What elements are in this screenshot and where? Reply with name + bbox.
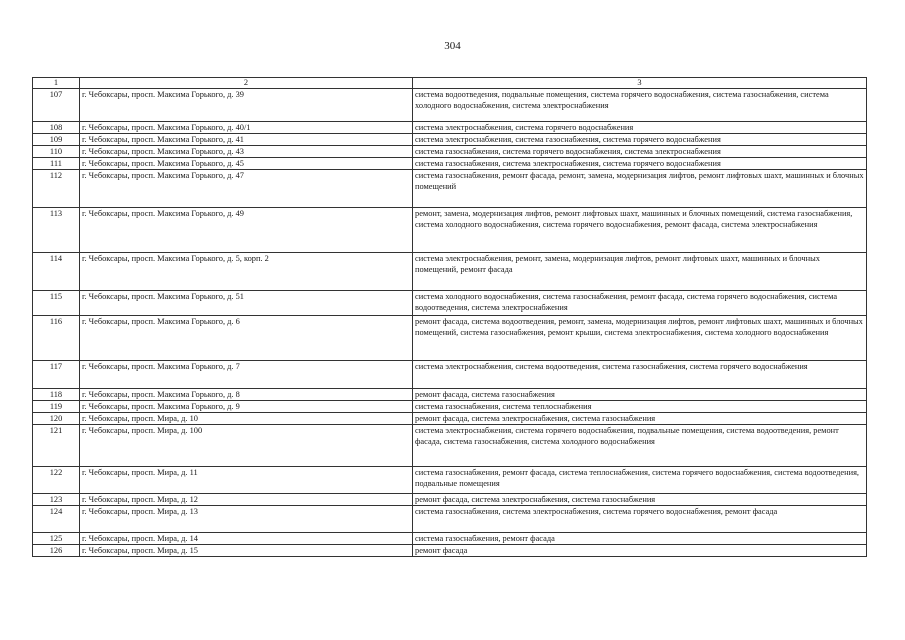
row-works: ремонт фасада, система электроснабжения, система газоснабжения	[413, 494, 867, 506]
row-number: 112	[33, 170, 80, 208]
row-address: г. Чебоксары, просп. Максима Горького, д. 9	[80, 401, 413, 413]
header-col-3: 3	[413, 78, 867, 89]
row-number: 121	[33, 425, 80, 467]
row-number: 111	[33, 158, 80, 170]
row-works: система электроснабжения, ремонт, замена, модернизация лифтов, ремонт лифтовых шахт, машинных и блочных помещений, ремонт фасада	[413, 253, 867, 291]
row-address: г. Чебоксары, просп. Максима Горького, д. 8	[80, 389, 413, 401]
row-works: ремонт фасада, система газоснабжения	[413, 389, 867, 401]
row-address: г. Чебоксары, просп. Максима Горького, д. 47	[80, 170, 413, 208]
row-address: г. Чебоксары, просп. Максима Горького, д. 45	[80, 158, 413, 170]
row-works: система газоснабжения, ремонт фасада	[413, 533, 867, 545]
table-row	[33, 122, 867, 134]
row-number: 115	[33, 291, 80, 316]
table-row	[33, 389, 867, 401]
row-address: г. Чебоксары, просп. Максима Горького, д. 40/1	[80, 122, 413, 134]
row-works: система электроснабжения, система горячего водоснабжения, подвальные помещения, система водоотведения, ремонт фасада, система газоснабжения, система холодного водоснабжения	[413, 425, 867, 467]
table-row	[33, 413, 867, 425]
table-header-row	[33, 78, 867, 89]
table-row	[33, 146, 867, 158]
row-address: г. Чебоксары, просп. Максима Горького, д. 49	[80, 208, 413, 253]
row-address: г. Чебоксары, просп. Мира, д. 10	[80, 413, 413, 425]
row-number: 122	[33, 467, 80, 494]
row-works: система водоотведения, подвальные помещения, система горячего водоснабжения, система газоснабжения, система холодного водоснабжения, система электроснабжения	[413, 89, 867, 122]
row-address: г. Чебоксары, просп. Максима Горького, д. 43	[80, 146, 413, 158]
row-number: 124	[33, 506, 80, 533]
row-address: г. Чебоксары, просп. Максима Горького, д. 6	[80, 316, 413, 361]
table-row	[33, 533, 867, 545]
page-number: 304	[444, 40, 461, 52]
table-row	[33, 316, 867, 361]
table-row	[33, 253, 867, 291]
row-works: система газоснабжения, система теплоснабжения	[413, 401, 867, 413]
row-works: система электроснабжения, система горячего водоснабжения	[413, 122, 867, 134]
works-table	[32, 77, 867, 557]
row-address: г. Чебоксары, просп. Мира, д. 100	[80, 425, 413, 467]
row-number: 107	[33, 89, 80, 122]
table-row	[33, 170, 867, 208]
row-address: г. Чебоксары, просп. Максима Горького, д. 5, корп. 2	[80, 253, 413, 291]
table-row	[33, 545, 867, 557]
header-col-1: 1	[33, 78, 80, 89]
table-row	[33, 89, 867, 122]
row-works: система холодного водоснабжения, система газоснабжения, ремонт фасада, система горячего водоснабжения, система водоотведения, система электроснабжения	[413, 291, 867, 316]
row-number: 120	[33, 413, 80, 425]
row-number: 116	[33, 316, 80, 361]
row-works: система газоснабжения, система электроснабжения, система горячего водоснабжения	[413, 158, 867, 170]
row-works: система электроснабжения, система газоснабжения, система горячего водоснабжения	[413, 134, 867, 146]
row-number: 113	[33, 208, 80, 253]
row-address: г. Чебоксары, просп. Максима Горького, д. 41	[80, 134, 413, 146]
row-works: система газоснабжения, ремонт фасада, ремонт, замена, модернизация лифтов, ремонт лифтовых шахт, машинных и блочных помещений	[413, 170, 867, 208]
row-number: 114	[33, 253, 80, 291]
row-number: 119	[33, 401, 80, 413]
table-row	[33, 208, 867, 253]
table-row	[33, 158, 867, 170]
row-number: 125	[33, 533, 80, 545]
row-works: система газоснабжения, система горячего водоснабжения, система электроснабжения	[413, 146, 867, 158]
row-address: г. Чебоксары, просп. Мира, д. 13	[80, 506, 413, 533]
row-number: 108	[33, 122, 80, 134]
row-address: г. Чебоксары, просп. Максима Горького, д. 39	[80, 89, 413, 122]
row-address: г. Чебоксары, просп. Мира, д. 11	[80, 467, 413, 494]
row-works: ремонт фасада, система водоотведения, ремонт, замена, модернизация лифтов, ремонт лифтовых шахт, машинных и блочных помещений, система газоснабжения, ремонт крыши, система электроснабжения, система холодного водоснабжения	[413, 316, 867, 361]
table-row	[33, 361, 867, 389]
table-row	[33, 506, 867, 533]
table-row	[33, 401, 867, 413]
row-works: ремонт фасада	[413, 545, 867, 557]
row-address: г. Чебоксары, просп. Максима Горького, д. 7	[80, 361, 413, 389]
row-works: система газоснабжения, система электроснабжения, система горячего водоснабжения, ремонт фасада	[413, 506, 867, 533]
table-row	[33, 291, 867, 316]
row-number: 110	[33, 146, 80, 158]
row-works: ремонт, замена, модернизация лифтов, ремонт лифтовых шахт, машинных и блочных помещений, система газоснабжения, система холодного водоснабжения, система горячего водоснабжения, ремонт фасада, система электроснабжения	[413, 208, 867, 253]
table-row	[33, 425, 867, 467]
row-address: г. Чебоксары, просп. Мира, д. 12	[80, 494, 413, 506]
row-address: г. Чебоксары, просп. Максима Горького, д. 51	[80, 291, 413, 316]
row-number: 118	[33, 389, 80, 401]
row-works: ремонт фасада, система электроснабжения, система газоснабжения	[413, 413, 867, 425]
row-works: система электроснабжения, система водоотведения, система газоснабжения, система горячего водоснабжения	[413, 361, 867, 389]
row-number: 123	[33, 494, 80, 506]
row-number: 126	[33, 545, 80, 557]
table-row	[33, 467, 867, 494]
table-row	[33, 134, 867, 146]
header-col-2: 2	[80, 78, 413, 89]
row-number: 117	[33, 361, 80, 389]
row-works: система газоснабжения, ремонт фасада, система теплоснабжения, система горячего водоснабжения, система водоотведения, подвальные помещения	[413, 467, 867, 494]
row-address: г. Чебоксары, просп. Мира, д. 15	[80, 545, 413, 557]
row-number: 109	[33, 134, 80, 146]
row-address: г. Чебоксары, просп. Мира, д. 14	[80, 533, 413, 545]
table-row	[33, 494, 867, 506]
